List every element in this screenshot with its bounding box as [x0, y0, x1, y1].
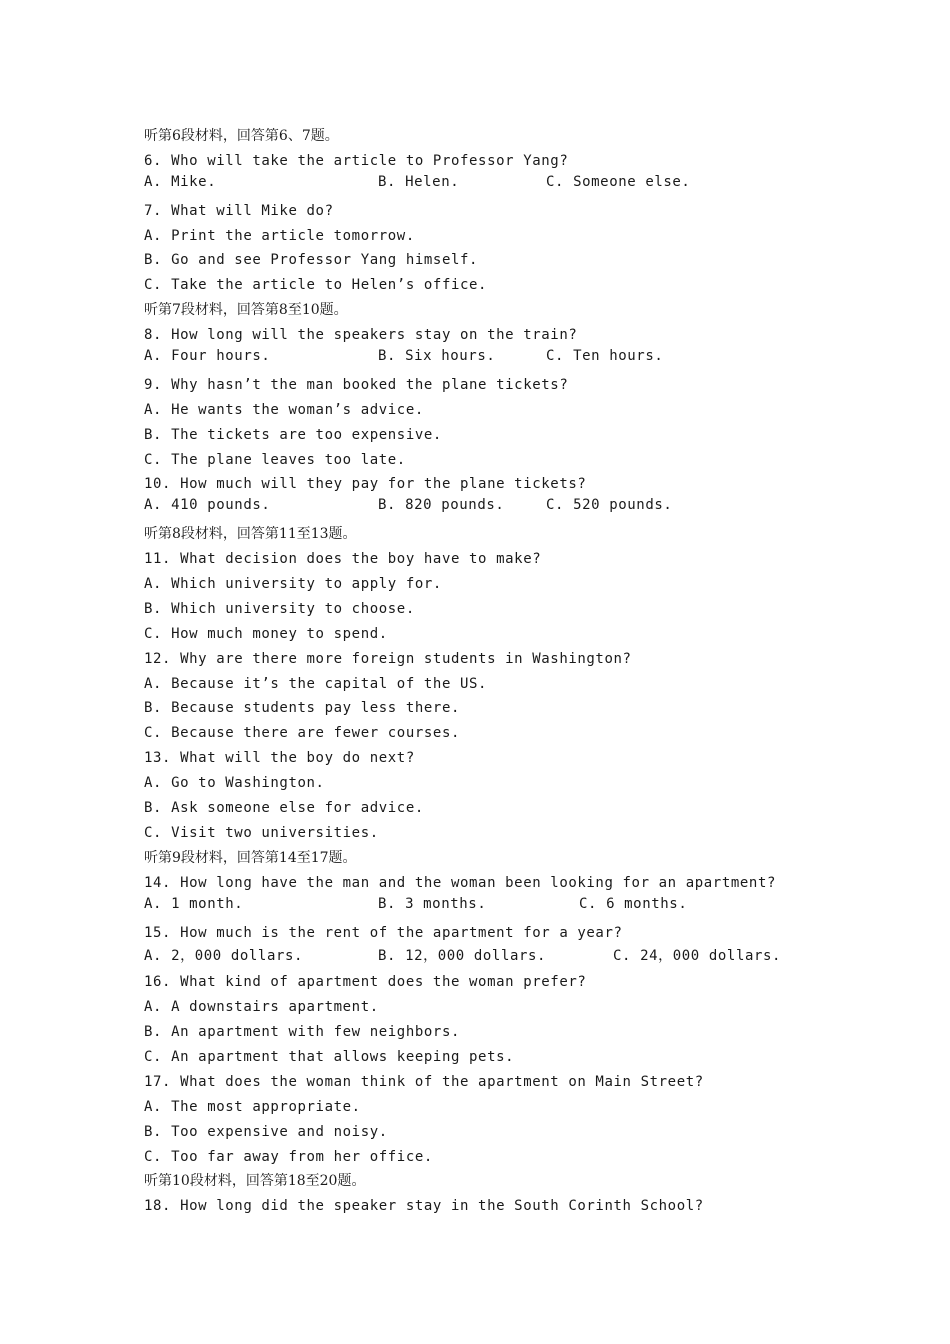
section-heading-8: 听第8段材料，回答第11至13题。 [144, 526, 357, 543]
question-11: 11. What decision does the boy have to make? [144, 551, 542, 568]
section-heading-7: 听第7段材料，回答第8至10题。 [144, 302, 348, 319]
question-15: 15. How much is the rent of the apartment for a year? [144, 924, 623, 941]
option-11b: B. Which university to choose. [144, 600, 415, 617]
option-15b: B. 12，000 dollars. [378, 948, 547, 965]
question-7: 7. What will Mike do? [144, 202, 334, 219]
option-16a: A. A downstairs apartment. [144, 999, 379, 1016]
option-14b: B. 3 months. [378, 895, 487, 912]
option-8c: C. Ten hours. [546, 348, 664, 365]
option-11a: A. Which university to apply for. [144, 576, 442, 593]
document-page [144, 124, 904, 1219]
question-14: 14. How long have the man and the woman been looking for an apartment? [144, 874, 777, 891]
question-13: 13. What will the boy do next? [144, 750, 415, 767]
question-16: 16. What kind of apartment does the woman prefer? [144, 974, 587, 991]
option-16c: C. An apartment that allows keeping pets. [144, 1048, 515, 1065]
option-6b: B. Helen. [378, 173, 460, 190]
option-9a: A. He wants the woman’s advice. [144, 401, 424, 418]
option-17c: C. Too far away from her office. [144, 1148, 433, 1165]
option-12a: A. Because it’s the capital of the US. [144, 675, 488, 692]
option-13a: A. Go to Washington. [144, 775, 325, 792]
section-heading-10: 听第10段材料，回答第18至20题。 [144, 1173, 366, 1190]
option-15c: C. 24，000 dollars. [613, 948, 782, 965]
option-11c: C. How much money to spend. [144, 625, 388, 642]
options-6 [144, 174, 904, 199]
options-14 [144, 896, 904, 921]
option-9c: C. The plane leaves too late. [144, 451, 406, 468]
option-9b: B. The tickets are too expensive. [144, 426, 442, 443]
option-7b: B. Go and see Professor Yang himself. [144, 252, 479, 269]
question-9: 9. Why hasn’t the man booked the plane tickets? [144, 376, 569, 393]
option-12c: C. Because there are fewer courses. [144, 725, 461, 742]
option-12b: B. Because students pay less there. [144, 700, 461, 717]
option-7c: C. Take the article to Helen’s office. [144, 277, 488, 294]
question-8: 8. How long will the speakers stay on the train? [144, 327, 578, 344]
options-8 [144, 348, 904, 373]
option-17b: B. Too expensive and noisy. [144, 1123, 388, 1140]
option-10a: A. 410 pounds. [144, 497, 271, 514]
option-14a: A. 1 month. [144, 895, 244, 912]
section-heading-9: 听第9段材料，回答第14至17题。 [144, 849, 357, 866]
question-6: 6. Who will take the article to Professor Yang? [144, 152, 569, 169]
option-8a: A. Four hours. [144, 348, 271, 365]
option-6c: C. Someone else. [546, 173, 691, 190]
option-10b: B. 820 pounds. [378, 497, 505, 514]
question-10: 10. How much will they pay for the plane tickets? [144, 476, 587, 493]
question-12: 12. Why are there more foreign students in Washington? [144, 650, 632, 667]
option-13c: C. Visit two universities. [144, 824, 379, 841]
option-6a: A. Mike. [144, 173, 217, 190]
question-18: 18. How long did the speaker stay in the South Corinth School? [144, 1198, 704, 1215]
option-7a: A. Print the article tomorrow. [144, 227, 415, 244]
option-10c: C. 520 pounds. [546, 497, 673, 514]
options-10 [144, 497, 904, 522]
option-14c: C. 6 months. [579, 895, 688, 912]
option-8b: B. Six hours. [378, 348, 496, 365]
option-16b: B. An apartment with few neighbors. [144, 1024, 461, 1041]
section-heading-6: 听第6段材料，回答第6、7题。 [144, 128, 339, 144]
option-13b: B. Ask someone else for advice. [144, 800, 424, 817]
option-17a: A. The most appropriate. [144, 1098, 361, 1115]
options-15 [144, 945, 904, 970]
option-15a: A. 2，000 dollars. [144, 948, 304, 965]
question-17: 17. What does the woman think of the apartment on Main Street? [144, 1073, 704, 1090]
